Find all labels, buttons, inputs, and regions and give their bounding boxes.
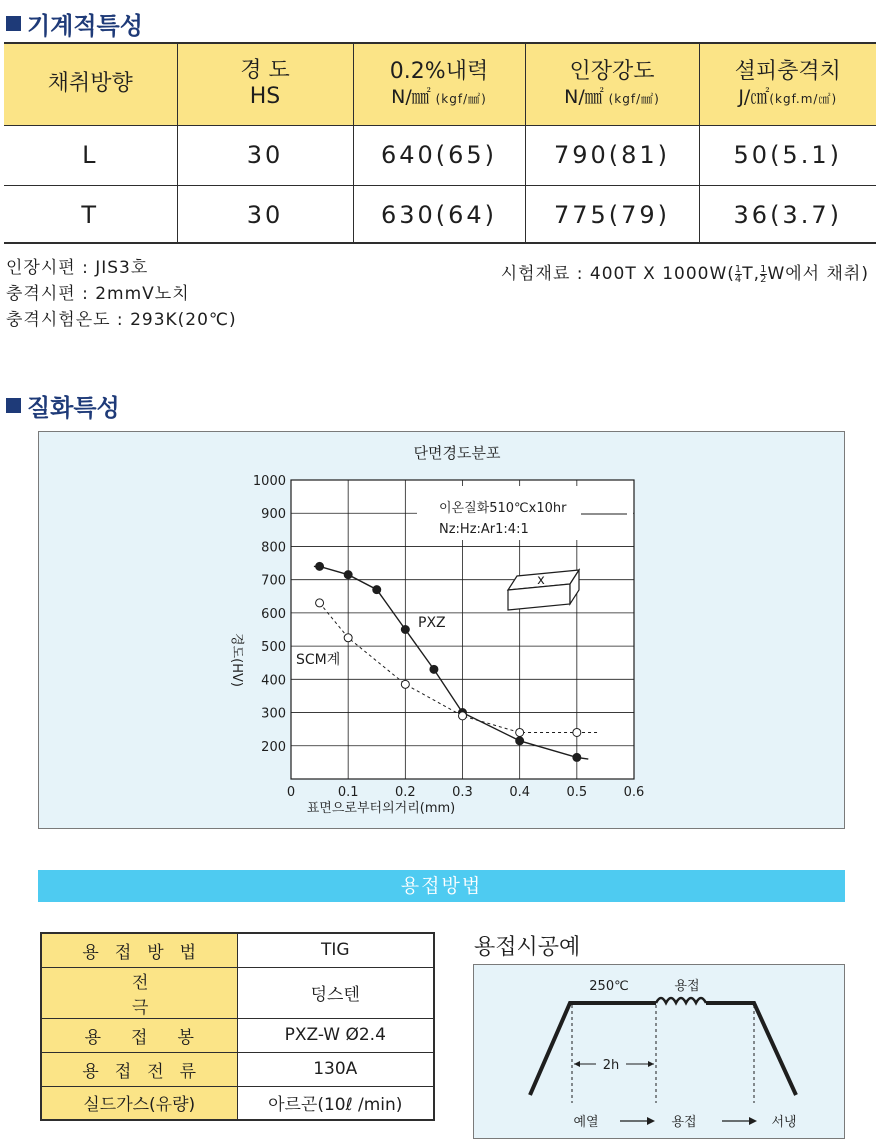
table-row xyxy=(41,967,434,1018)
mechanical-section-title xyxy=(6,6,143,41)
x-tick-label: 0.5 xyxy=(566,785,588,800)
header-direction-label: 채취방향 xyxy=(47,70,133,96)
x-tick-label: 0.6 xyxy=(623,785,645,800)
header-yield-label: 0.2%내력 xyxy=(389,59,489,85)
cell-direction: L xyxy=(82,141,99,170)
welding-example-title: 용접시공예 xyxy=(474,935,581,960)
welding-example-diagram xyxy=(473,964,845,1139)
weld-label-rod: 용접봉 xyxy=(41,1018,237,1052)
material-note xyxy=(501,259,869,284)
x-tick-label: 0.3 xyxy=(452,785,473,800)
fraction-quarter: $\frac{1}{4}$ xyxy=(734,263,743,285)
weld-label: 용접 xyxy=(674,979,700,994)
x-tick-label: 0.1 xyxy=(337,785,359,800)
cell-impact: 36(3.7) xyxy=(699,185,876,244)
header-tensile-unit: N/㎟ (kgf/㎟) xyxy=(564,85,660,108)
cell-tensile: 775(79) xyxy=(525,185,699,244)
stage-preheat: 예열 xyxy=(573,1115,599,1130)
data-point-scm xyxy=(459,712,467,720)
weld-value-current: 130A xyxy=(237,1052,434,1086)
note-impact-specimen: 충격시편 : 2mmV노치 xyxy=(6,284,190,304)
series-label-pxz: PXZ xyxy=(418,615,446,631)
data-point-pxz xyxy=(316,562,324,570)
cell-impact: 50(5.1) xyxy=(699,126,876,185)
stage-weld: 용접 xyxy=(671,1115,697,1130)
cell-yield: 640(65) xyxy=(353,126,525,185)
cell-direction: T xyxy=(4,185,177,244)
data-point-scm xyxy=(573,728,581,736)
header-tensile-label: 인장강도 xyxy=(569,59,655,85)
arrowhead-icon xyxy=(647,1117,655,1125)
weld-value-electrode: 덩스텐 xyxy=(237,967,434,1018)
y-tick-label: 900 xyxy=(261,507,286,523)
welding-process-diagram xyxy=(474,965,846,1140)
table-row xyxy=(41,933,434,967)
cell-yield: 630(64) xyxy=(353,185,525,244)
preheat-ramp xyxy=(530,1003,656,1095)
temperature-label: 250℃ xyxy=(589,979,629,994)
data-point-scm xyxy=(401,680,409,688)
table-header-row xyxy=(4,42,876,126)
nitriding-section-title xyxy=(6,388,120,423)
x-tick-label: 0.4 xyxy=(509,785,531,800)
header-tensile xyxy=(525,42,699,126)
weld-label-electrode: 전극 xyxy=(41,967,237,1018)
data-point-pxz xyxy=(344,571,352,579)
arrowhead-icon xyxy=(749,1117,757,1125)
cell-hardness: 30 xyxy=(177,185,353,244)
table-row xyxy=(41,1052,434,1086)
welding-conditions-table xyxy=(40,932,435,1121)
weld-value-rod: PXZ-W Ø2.4 xyxy=(237,1018,434,1052)
data-point-pxz xyxy=(516,737,524,745)
y-axis-label: 경도(HV) xyxy=(229,633,244,687)
weld-coil-icon xyxy=(656,998,706,1003)
data-point-scm xyxy=(344,634,352,642)
y-tick-label: 600 xyxy=(261,606,286,622)
cell-tensile: 790(81) xyxy=(525,126,699,185)
stage-cooling: 서냉 xyxy=(771,1115,797,1130)
y-tick-label: 800 xyxy=(261,540,286,556)
mechanical-title-text: 기계적특성 xyxy=(27,12,143,40)
y-tick-label: 400 xyxy=(261,673,286,689)
arrowhead-right-icon xyxy=(648,1061,654,1067)
note-impact-temperature: 충격시험온도 : 293K(20℃) xyxy=(6,310,237,330)
weld-value-method: TIG xyxy=(237,933,434,967)
material-note-suffix: W에서 채취) xyxy=(767,264,869,284)
y-tick-label: 1000 xyxy=(252,474,286,489)
table-row xyxy=(4,126,876,185)
duration-label: 2h xyxy=(602,1058,620,1073)
y-tick-label: 300 xyxy=(261,706,286,722)
header-yield xyxy=(353,42,525,126)
hardness-distribution-chart xyxy=(39,432,846,830)
data-point-pxz xyxy=(373,586,381,594)
header-hardness-unit: HS xyxy=(249,84,281,109)
square-bullet-icon xyxy=(6,16,21,31)
annotation-line-1: 이온질화510℃x10hr xyxy=(439,501,567,516)
data-point-pxz xyxy=(401,626,409,634)
data-point-scm xyxy=(316,599,324,607)
y-tick-label: 200 xyxy=(261,739,286,755)
mechanical-properties-table xyxy=(4,42,876,244)
series-label-scm: SCM계 xyxy=(296,652,341,668)
hardness-chart-panel xyxy=(38,431,845,829)
data-point-scm xyxy=(516,728,524,736)
weld-value-shield-gas: 아르곤(10ℓ /min) xyxy=(237,1086,434,1120)
weld-label-method: 용접방법 xyxy=(41,933,237,967)
chart-title: 단면경도분포 xyxy=(413,444,501,462)
weld-label-shield-gas: 실드가스(유량) xyxy=(41,1086,237,1120)
header-impact xyxy=(699,42,876,126)
welding-banner: 용접방법 xyxy=(38,870,845,902)
table-header-divider xyxy=(4,125,876,126)
x-axis-label: 표면으로부터의거리(mm) xyxy=(306,801,456,816)
header-impact-unit: J/㎠(kgf.m/㎠) xyxy=(738,85,838,108)
annotation-line-2: Nz:Hz:Ar1:4:1 xyxy=(439,522,529,537)
arrowhead-left-icon xyxy=(574,1061,580,1067)
fraction-half: $\frac{1}{2}$ xyxy=(760,263,768,285)
header-impact-label: 셜피충격치 xyxy=(734,59,841,85)
data-point-pxz xyxy=(430,665,438,673)
table-row xyxy=(41,1086,434,1120)
cell-hardness: 30 xyxy=(177,126,353,185)
y-tick-label: 500 xyxy=(261,640,286,656)
test-notes xyxy=(6,255,237,333)
table-row xyxy=(41,1018,434,1052)
nitriding-title-text: 질화특성 xyxy=(27,394,120,422)
header-hardness-label: 경 도 xyxy=(240,57,290,83)
table-row xyxy=(4,185,876,244)
weld-label-current: 용접전류 xyxy=(41,1052,237,1086)
x-tick-label: 0 xyxy=(286,785,296,800)
material-note-mid: T, xyxy=(742,264,761,284)
y-tick-label: 700 xyxy=(261,573,286,589)
specimen-mark: x xyxy=(537,573,545,588)
header-yield-unit: N/㎟ (kgf/㎟) xyxy=(391,85,487,108)
square-bullet-icon xyxy=(6,398,21,413)
note-tensile-specimen: 인장시편 : JIS3호 xyxy=(6,258,149,278)
header-hardness xyxy=(177,42,353,126)
x-tick-label: 0.2 xyxy=(394,785,416,800)
header-direction xyxy=(4,42,177,126)
data-point-pxz xyxy=(573,753,581,761)
material-note-prefix: 시험재료 : 400T X 1000W( xyxy=(500,264,735,284)
cooling-ramp xyxy=(706,1003,796,1095)
specimen-block-icon xyxy=(508,570,579,610)
